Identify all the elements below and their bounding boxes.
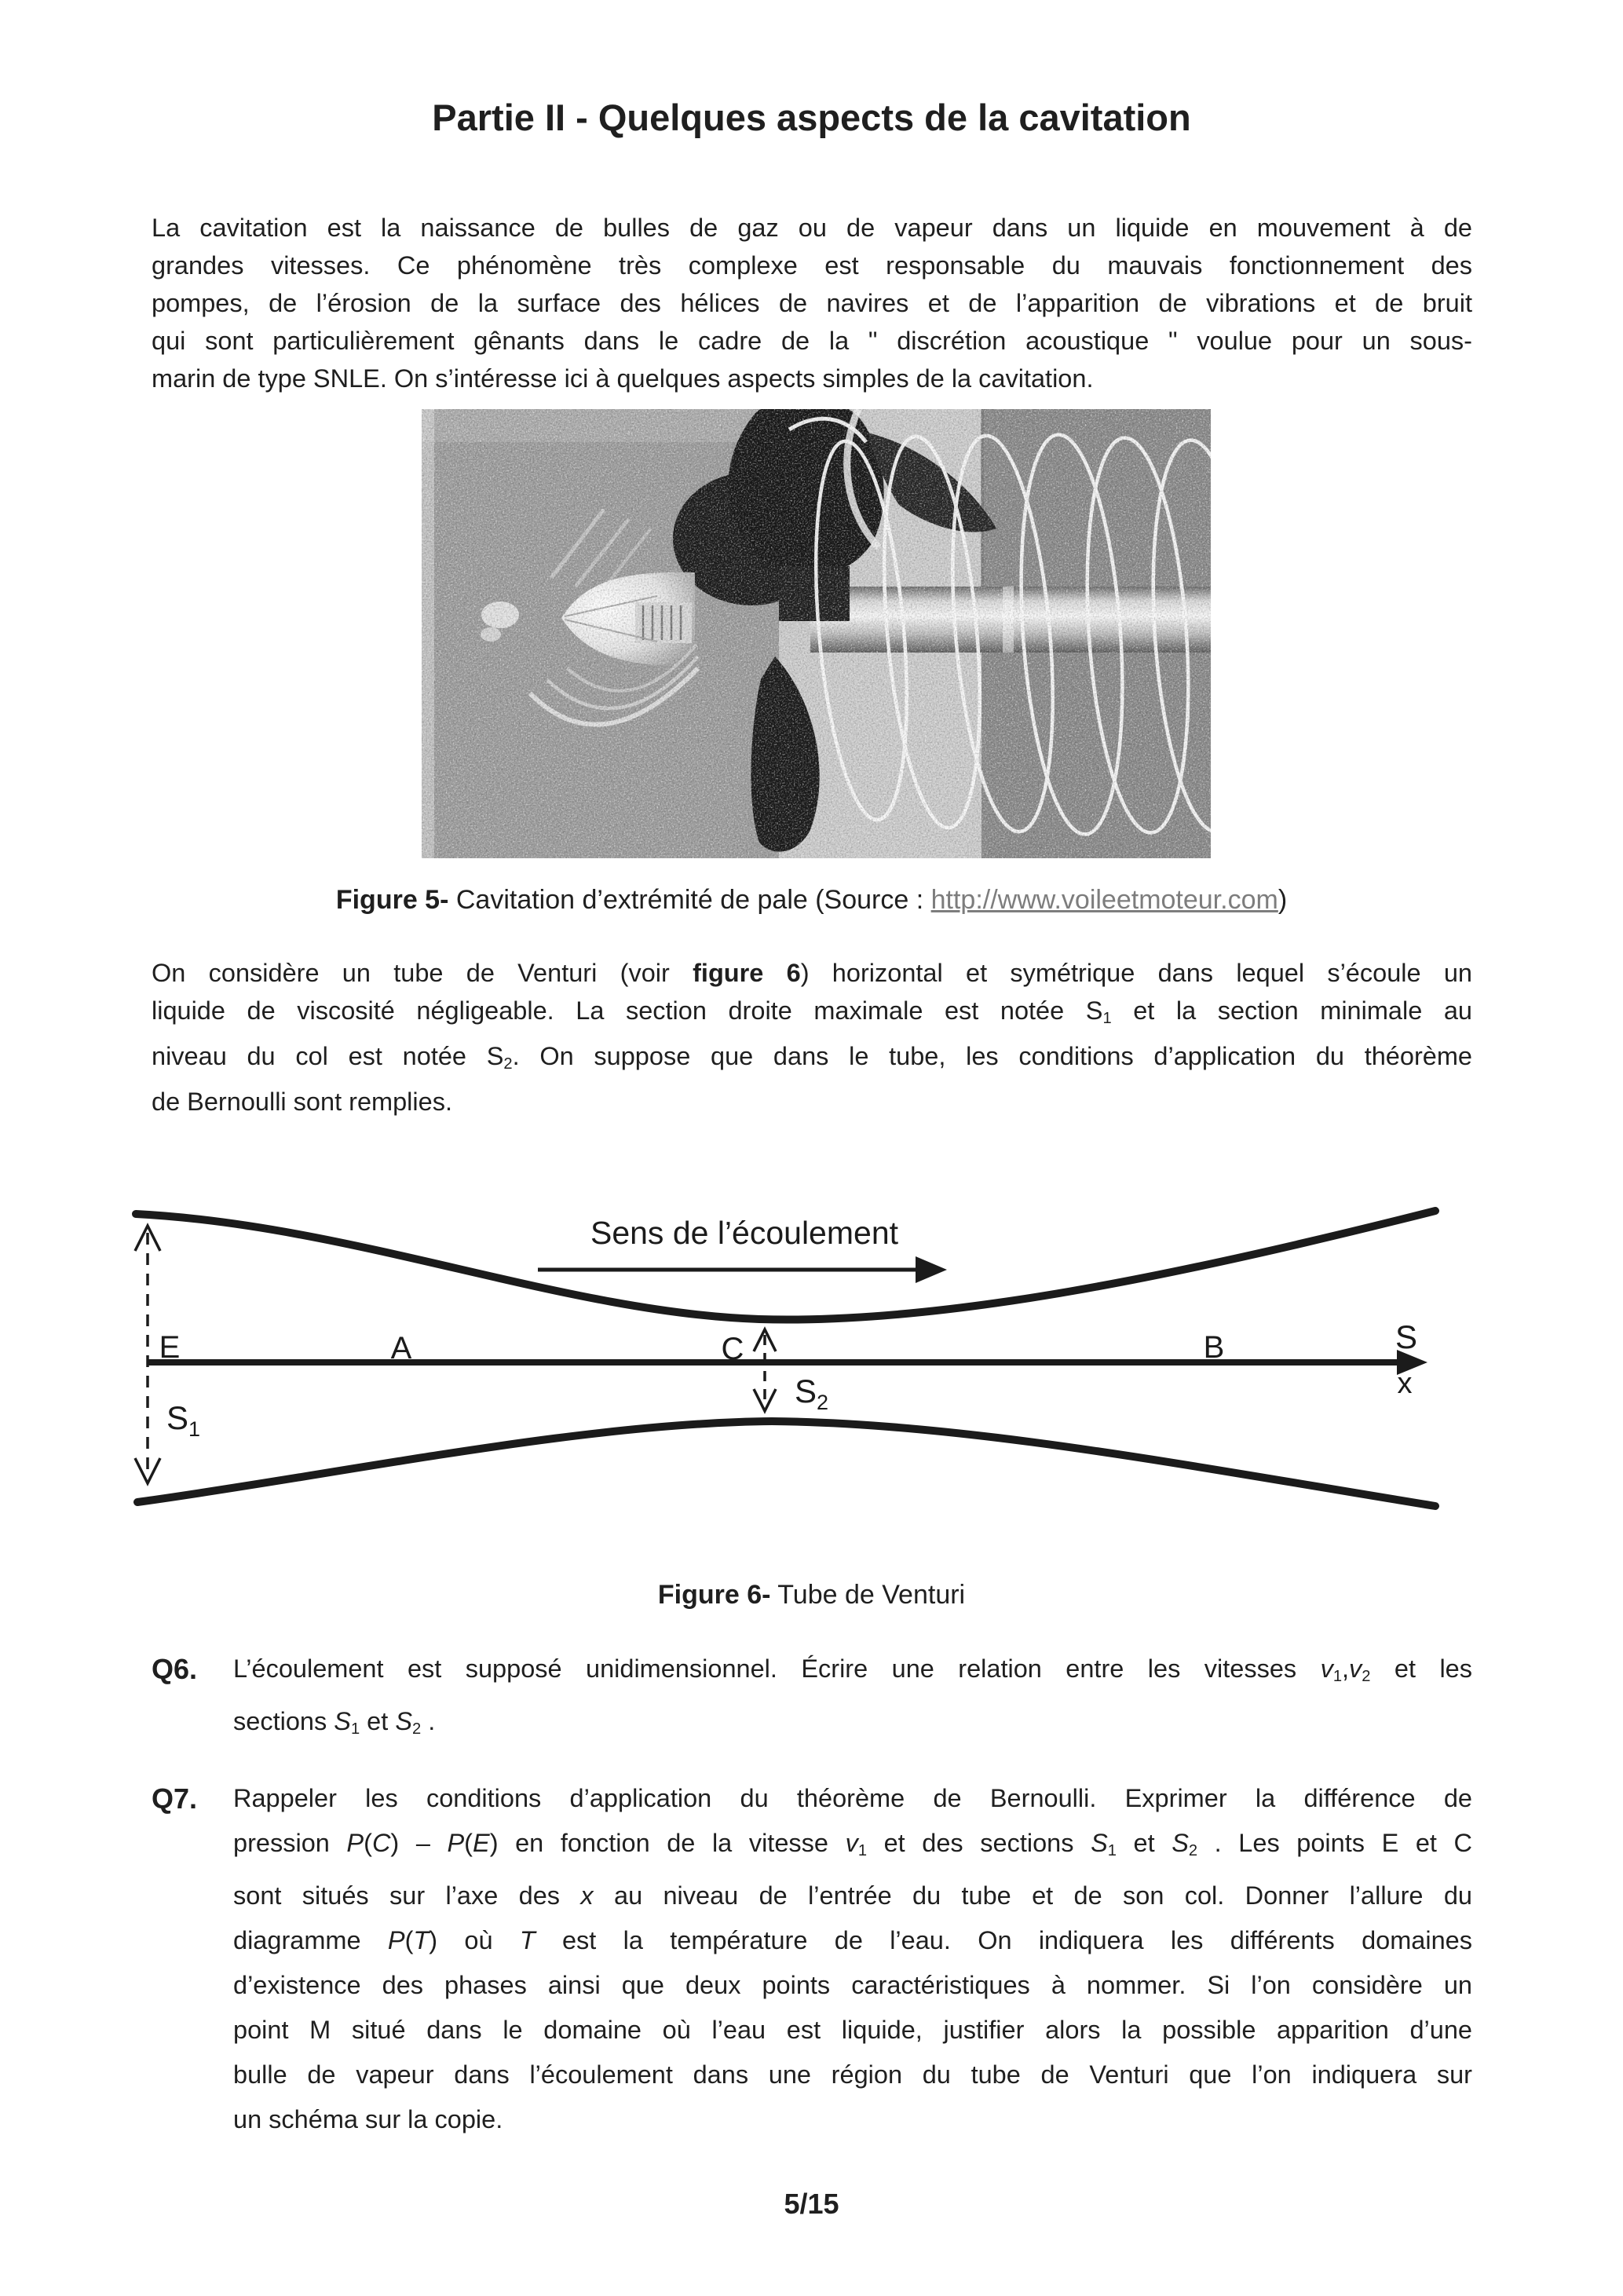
text-line: marin de type SNLE. On s’intéresse ici à quelques aspects simples de la cavitation. <box>152 364 1094 393</box>
text-seg: 1 <box>1332 1668 1343 1686</box>
tube-bottom-wall <box>137 1421 1435 1506</box>
text-seg: et <box>360 1707 396 1736</box>
figure6-caption <box>0 1580 1623 1610</box>
text-seg: au niveau de l’entrée du tube et de son col. Donner l’allure du <box>593 1881 1472 1910</box>
text-seg: sections <box>233 1707 334 1736</box>
text-seg: ( <box>364 1829 372 1857</box>
text-line <box>233 2008 1472 2053</box>
text-seg: P <box>346 1829 364 1857</box>
text-seg: figure 6 <box>693 959 801 987</box>
text-seg: T <box>519 1926 536 1955</box>
text-seg: v <box>1320 1654 1333 1683</box>
s1-label-sub: 1 <box>188 1417 201 1441</box>
question-q6-body <box>233 1647 1472 1752</box>
text-seg: Tube de Venturi <box>770 1580 966 1610</box>
text-seg: ) <box>1278 885 1288 915</box>
question-q6 <box>152 1647 1472 1752</box>
text-seg: et <box>1116 1829 1172 1857</box>
text-seg: Rappeler les conditions d’application du théorème de Bernoulli. Exprimer la différence de <box>233 1784 1472 1812</box>
venturi-paragraph <box>152 954 1472 1121</box>
text-seg: un schéma sur la copie. <box>233 2105 503 2134</box>
text-seg: et des sections <box>867 1829 1091 1857</box>
question-q7 <box>152 1776 1472 2142</box>
s1-label <box>166 1399 200 1441</box>
caption-link[interactable]: http://www.voileetmoteur.com <box>930 885 1278 915</box>
text-line <box>233 1918 1472 1963</box>
text-seg: Cavitation d’extrémité de pale (Source : <box>448 885 931 915</box>
text-seg: 2 <box>1188 1842 1198 1860</box>
text-line <box>152 954 1472 992</box>
question-q6-label: Q6. <box>152 1653 198 1685</box>
text-seg: de Bernoulli sont remplies. <box>152 1088 452 1117</box>
text-seg: S <box>1091 1829 1108 1857</box>
flow-direction-label: Sens de l’écoulement <box>590 1215 899 1251</box>
text-seg: ) en fonction de la vitesse <box>489 1829 846 1857</box>
text-seg: S <box>334 1707 351 1736</box>
point-A-label: A <box>390 1331 412 1366</box>
text-line <box>233 1821 1472 1874</box>
s1-label-main: S <box>166 1399 189 1436</box>
text-seg: bulle de vapeur dans l’écoulement dans une région du tube de Venturi que l’on indiquera sur <box>233 2060 1472 2089</box>
text-line: grandes vitesses. Ce phénomène très complexe est responsable du mauvais fonctionnement des <box>152 251 1472 280</box>
text-seg: x <box>580 1881 594 1910</box>
text-line <box>233 1963 1472 2008</box>
text-seg: ( <box>404 1926 414 1955</box>
question-q7-label: Q7. <box>152 1782 198 1815</box>
text-line <box>233 1647 1472 1699</box>
text-seg: . On suppose que dans le tube, les conditions d’application du théorème <box>512 1042 1472 1071</box>
text-seg: ( <box>464 1829 473 1857</box>
intro-paragraph <box>152 209 1472 397</box>
text-seg: point M situé dans le domaine où l’eau est liquide, justifier alors la possible apparition d’une <box>233 2016 1472 2045</box>
text-seg: ) où <box>429 1926 520 1955</box>
text-seg: L’écoulement est supposé unidimensionnel. Écrire une relation entre les vitesses <box>233 1654 1321 1683</box>
text-seg: Figure 6- <box>657 1580 771 1610</box>
figure6-diagram <box>102 1178 1515 1547</box>
text-seg: ) – <box>390 1829 448 1857</box>
text-seg: 2 <box>1362 1668 1371 1686</box>
text-seg: S <box>395 1707 413 1736</box>
text-seg: E <box>473 1829 490 1857</box>
page-title: Partie II - Quelques aspects de la cavitation <box>432 97 1191 138</box>
text-seg: 2 <box>503 1055 513 1073</box>
text-seg: 1 <box>857 1842 868 1860</box>
text-line: pompes, de l’érosion de la surface des hélices de navires et de l’apparition de vibrations et de bruit <box>152 289 1472 317</box>
text-seg: et les <box>1370 1654 1472 1683</box>
page-number: 5/15 <box>784 2188 839 2220</box>
text-seg: P <box>387 1926 405 1955</box>
s2-label-sub: 2 <box>817 1391 829 1414</box>
text-seg: S <box>1172 1829 1189 1857</box>
exit-S-label: S <box>1395 1318 1418 1355</box>
text-seg: 1 <box>350 1720 360 1738</box>
text-seg: pression <box>233 1829 347 1857</box>
text-line: La cavitation est la naissance de bulles de gaz ou de vapeur dans un liquide en mouvement à de <box>152 214 1472 242</box>
text-seg: , <box>1342 1654 1350 1683</box>
figure5-photo <box>422 409 1211 858</box>
text-seg: est la température de l’eau. On indiquera les différents domaines <box>535 1926 1472 1955</box>
text-line <box>233 1699 1472 1752</box>
text-seg: v <box>1349 1654 1362 1683</box>
point-B-label: B <box>1203 1330 1225 1365</box>
s2-label-main: S <box>795 1373 817 1409</box>
question-q7-body <box>233 1776 1472 2142</box>
text-seg: niveau du col est notée S <box>152 1042 504 1071</box>
point-C-label: C <box>721 1332 744 1366</box>
flow-arrow-head <box>916 1256 947 1283</box>
text-seg: . Les points E et C <box>1197 1829 1472 1857</box>
text-seg: ) horizontal et symétrique dans lequel s’écoule un <box>800 959 1472 987</box>
text-line <box>152 992 1472 1037</box>
text-seg: diagramme <box>233 1926 388 1955</box>
s2-label <box>795 1373 828 1414</box>
text-seg: liquide de viscosité négligeable. La section droite maximale est notée S <box>152 996 1103 1025</box>
text-line <box>233 1874 1472 1918</box>
text-line <box>233 1776 1472 1821</box>
photo-grain-dark <box>422 409 1211 858</box>
x-axis-label: x <box>1397 1367 1413 1400</box>
text-seg: v <box>845 1829 858 1857</box>
text-seg: T <box>413 1926 430 1955</box>
text-line: qui sont particulièrement gênants dans le cadre de la " discrétion acoustique " voulue pour un sous- <box>152 327 1472 355</box>
text-seg: Figure 5- <box>335 885 449 915</box>
text-seg: On considère un tube de Venturi (voir <box>152 959 693 987</box>
text-seg: d’existence des phases ainsi que deux points caractéristiques à nommer. Si l’on considère un <box>233 1971 1472 2000</box>
text-seg: 1 <box>1107 1842 1117 1860</box>
text-seg: et la section minimale au <box>1111 996 1472 1025</box>
text-seg: . <box>421 1707 436 1736</box>
text-seg: C <box>371 1829 391 1857</box>
figure5-caption <box>0 885 1623 916</box>
text-line <box>152 1083 1472 1121</box>
text-seg: 1 <box>1102 1010 1112 1028</box>
text-line <box>152 1037 1472 1083</box>
point-E-label: E <box>159 1330 181 1365</box>
text-line <box>233 2097 1472 2142</box>
text-seg: 2 <box>412 1720 422 1738</box>
text-seg: sont situés sur l’axe des <box>233 1881 581 1910</box>
text-line <box>233 2053 1472 2097</box>
text-seg: P <box>447 1829 465 1857</box>
